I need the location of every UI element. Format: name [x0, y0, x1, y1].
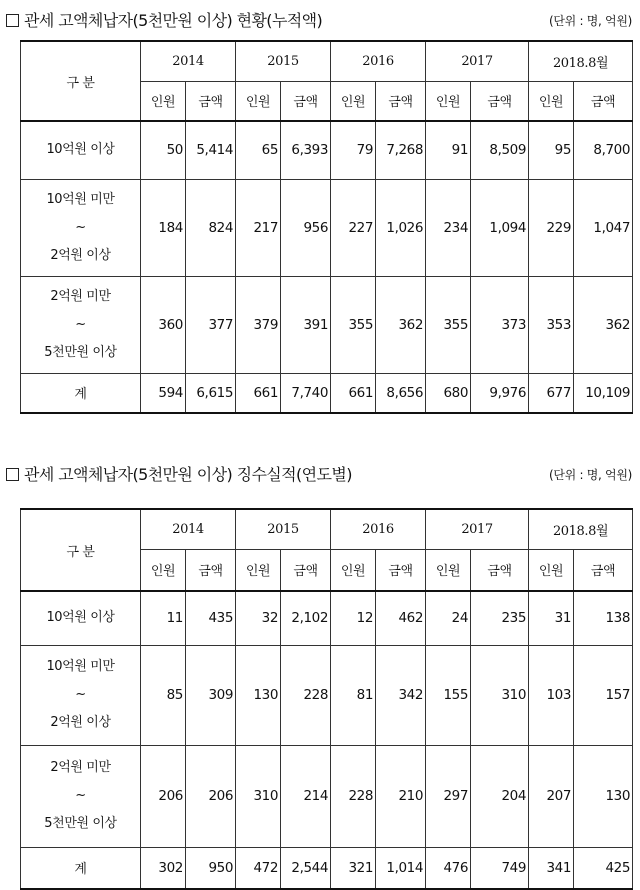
row-label-line: ~ — [75, 687, 86, 702]
section-title — [6, 8, 322, 31]
value-cell: 6,615 — [186, 373, 236, 413]
value-cell: 476 — [426, 847, 471, 889]
value-cell: 138 — [574, 591, 633, 645]
table-row — [21, 121, 633, 179]
value-cell: 355 — [426, 276, 471, 373]
value-cell: 103 — [529, 645, 574, 745]
value-cell: 79 — [331, 121, 376, 179]
value-cell: 95 — [529, 121, 574, 179]
row-label-line: 10억원 미만 — [46, 191, 115, 207]
row-label — [21, 645, 141, 745]
checkbox-icon — [6, 468, 19, 481]
value-cell: 8,509 — [471, 121, 529, 179]
value-cell: 1,094 — [471, 179, 529, 276]
year-header: 2015 — [236, 41, 331, 81]
row-label-line: 10억원 이상 — [46, 142, 115, 158]
value-cell: 210 — [376, 745, 426, 847]
table-row — [21, 276, 633, 373]
unit-note: (단위 : 명, 억원) — [548, 14, 632, 28]
value-cell: 342 — [376, 645, 426, 745]
value-cell: 472 — [236, 847, 281, 889]
amount-header: 금액 — [281, 549, 331, 591]
row-label-line: ~ — [75, 219, 86, 235]
value-cell: 32 — [236, 591, 281, 645]
total-label: 계 — [21, 373, 141, 413]
row-label — [21, 276, 141, 373]
value-cell: 680 — [426, 373, 471, 413]
value-cell: 8,656 — [376, 373, 426, 413]
value-cell: 12 — [331, 591, 376, 645]
cumulative-table — [20, 40, 633, 414]
amount-header: 금액 — [471, 549, 529, 591]
value-cell: 355 — [331, 276, 376, 373]
amount-header: 금액 — [574, 81, 633, 121]
title-row — [0, 462, 640, 492]
total-row — [21, 847, 633, 889]
people-header: 인원 — [529, 81, 574, 121]
people-header: 인원 — [236, 81, 281, 121]
amount-header: 금액 — [186, 81, 236, 121]
row-label-line: 2억원 미만 — [50, 288, 111, 304]
gubun-header: 구 분 — [21, 41, 141, 121]
value-cell: 31 — [529, 591, 574, 645]
value-cell: 91 — [426, 121, 471, 179]
value-cell: 462 — [376, 591, 426, 645]
section-collection — [0, 462, 640, 878]
people-header: 인원 — [426, 81, 471, 121]
value-cell: 8,700 — [574, 121, 633, 179]
amount-header: 금액 — [186, 549, 236, 591]
year-header: 2016 — [331, 41, 426, 81]
row-label-line: 2억원 미만 — [50, 760, 111, 775]
value-cell: 206 — [141, 745, 186, 847]
value-cell: 229 — [529, 179, 574, 276]
row-label-line: ~ — [75, 788, 86, 803]
amount-header: 금액 — [471, 81, 529, 121]
value-cell: 234 — [426, 179, 471, 276]
row-label-line: 10억원 이상 — [46, 610, 115, 626]
value-cell: 9,976 — [471, 373, 529, 413]
value-cell: 353 — [529, 276, 574, 373]
value-cell: 950 — [186, 847, 236, 889]
value-cell: 130 — [236, 645, 281, 745]
table-row — [21, 745, 633, 847]
value-cell: 157 — [574, 645, 633, 745]
value-cell: 425 — [574, 847, 633, 889]
year-header: 2017 — [426, 41, 529, 81]
year-header: 2014 — [141, 509, 236, 549]
row-label-line: 2억원 이상 — [50, 715, 111, 730]
row-label — [21, 179, 141, 276]
section-cumulative — [0, 8, 640, 403]
value-cell: 661 — [236, 373, 281, 413]
value-cell: 297 — [426, 745, 471, 847]
row-label-line: ~ — [75, 316, 86, 332]
year-header: 2018.8월 — [529, 41, 633, 81]
amount-header: 금액 — [574, 549, 633, 591]
value-cell: 2,544 — [281, 847, 331, 889]
value-cell: 1,014 — [376, 847, 426, 889]
value-cell: 321 — [331, 847, 376, 889]
value-cell: 207 — [529, 745, 574, 847]
value-cell: 65 — [236, 121, 281, 179]
value-cell: 310 — [236, 745, 281, 847]
value-cell: 956 — [281, 179, 331, 276]
value-cell: 310 — [471, 645, 529, 745]
row-label-line: 2억원 이상 — [50, 247, 111, 263]
year-header: 2016 — [331, 509, 426, 549]
value-cell: 379 — [236, 276, 281, 373]
row-label — [21, 121, 141, 179]
value-cell: 50 — [141, 121, 186, 179]
gubun-header: 구 분 — [21, 509, 141, 591]
value-cell: 377 — [186, 276, 236, 373]
value-cell: 677 — [529, 373, 574, 413]
value-cell: 302 — [141, 847, 186, 889]
header-row-years — [21, 509, 633, 549]
value-cell: 204 — [471, 745, 529, 847]
value-cell: 206 — [186, 745, 236, 847]
value-cell: 11 — [141, 591, 186, 645]
year-header: 2015 — [236, 509, 331, 549]
table-row — [21, 179, 633, 276]
total-row — [21, 373, 633, 413]
people-header: 인원 — [331, 549, 376, 591]
collection-table — [20, 508, 633, 890]
value-cell: 228 — [281, 645, 331, 745]
people-header: 인원 — [331, 81, 376, 121]
year-header: 2014 — [141, 41, 236, 81]
section-title-text: 관세 고액체납자(5천만원 이상) 현황(누적액) — [24, 11, 323, 30]
value-cell: 85 — [141, 645, 186, 745]
row-label-line: 10억원 미만 — [46, 659, 115, 674]
value-cell: 228 — [331, 745, 376, 847]
value-cell: 362 — [574, 276, 633, 373]
value-cell: 309 — [186, 645, 236, 745]
value-cell: 362 — [376, 276, 426, 373]
amount-header: 금액 — [281, 81, 331, 121]
value-cell: 360 — [141, 276, 186, 373]
value-cell: 81 — [331, 645, 376, 745]
amount-header: 금액 — [376, 81, 426, 121]
table-row — [21, 645, 633, 745]
value-cell: 2,102 — [281, 591, 331, 645]
row-label-line: 5천만원 이상 — [44, 816, 117, 831]
value-cell: 435 — [186, 591, 236, 645]
value-cell: 824 — [186, 179, 236, 276]
value-cell: 1,026 — [376, 179, 426, 276]
value-cell: 155 — [426, 645, 471, 745]
value-cell: 5,414 — [186, 121, 236, 179]
row-label — [21, 591, 141, 645]
row-label — [21, 745, 141, 847]
title-row — [0, 8, 640, 38]
row-label-line: 5천만원 이상 — [44, 344, 117, 360]
value-cell: 341 — [529, 847, 574, 889]
value-cell: 10,109 — [574, 373, 633, 413]
value-cell: 184 — [141, 179, 186, 276]
value-cell: 6,393 — [281, 121, 331, 179]
section-title-text: 관세 고액체납자(5천만원 이상) 징수실적(연도별) — [24, 465, 352, 484]
header-row-years — [21, 41, 633, 81]
checkbox-icon — [6, 14, 19, 27]
value-cell: 214 — [281, 745, 331, 847]
value-cell: 661 — [331, 373, 376, 413]
value-cell: 749 — [471, 847, 529, 889]
value-cell: 594 — [141, 373, 186, 413]
value-cell: 7,740 — [281, 373, 331, 413]
value-cell: 24 — [426, 591, 471, 645]
section-title — [6, 462, 352, 485]
table-row — [21, 591, 633, 645]
people-header: 인원 — [141, 549, 186, 591]
people-header: 인원 — [141, 81, 186, 121]
value-cell: 7,268 — [376, 121, 426, 179]
people-header: 인원 — [529, 549, 574, 591]
amount-header: 금액 — [376, 549, 426, 591]
value-cell: 235 — [471, 591, 529, 645]
value-cell: 373 — [471, 276, 529, 373]
unit-note: (단위 : 명, 억원) — [548, 468, 632, 482]
value-cell: 130 — [574, 745, 633, 847]
value-cell: 217 — [236, 179, 281, 276]
value-cell: 227 — [331, 179, 376, 276]
people-header: 인원 — [426, 549, 471, 591]
value-cell: 391 — [281, 276, 331, 373]
year-header: 2018.8월 — [529, 509, 633, 549]
people-header: 인원 — [236, 549, 281, 591]
total-label: 계 — [21, 847, 141, 889]
year-header: 2017 — [426, 509, 529, 549]
value-cell: 1,047 — [574, 179, 633, 276]
